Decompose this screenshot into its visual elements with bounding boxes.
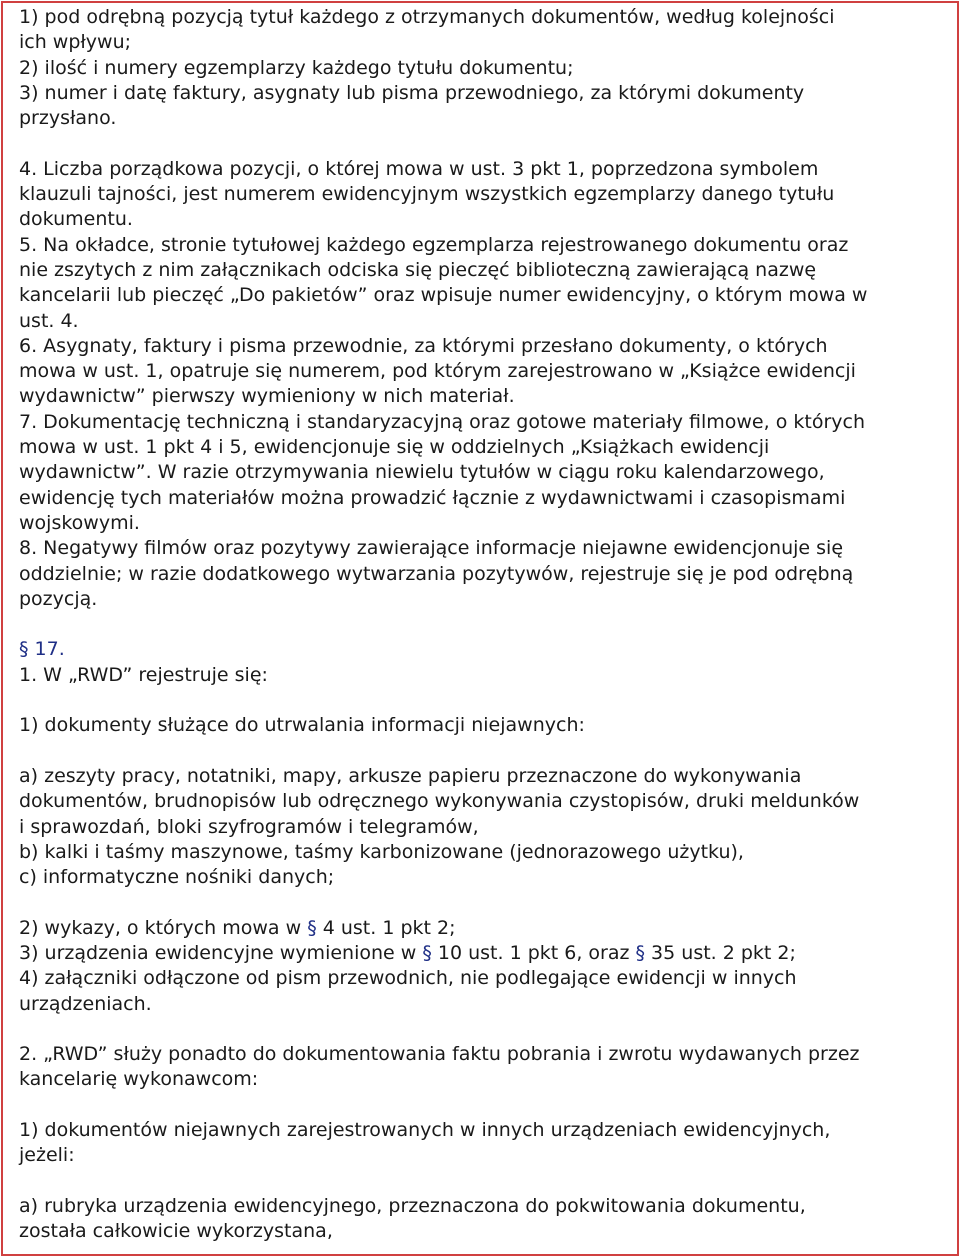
text-line: kancelarii lub pieczęć „Do pakietów” oraz wpisuje numer ewidencyjny, o którym mowa w	[19, 284, 868, 307]
section-symbol: §	[307, 916, 317, 939]
text-line: c) informatyczne nośniki danych;	[19, 866, 335, 889]
text-line: przysłano.	[19, 107, 117, 130]
text-line: klauzuli tajności, jest numerem ewidencyjnym wszystkich egzemplarzy danego tytułu	[19, 183, 835, 206]
text-line: a) zeszyty pracy, notatniki, mapy, arkusze papieru przeznaczone do wykonywania	[19, 764, 802, 787]
text-line: a) rubryka urządzenia ewidencyjnego, przeznaczona do pokwitowania dokumentu,	[19, 1194, 806, 1217]
text-line: wydawnictw” pierwszy wymieniony w nich materiał.	[19, 385, 515, 408]
text-line: mowa w ust. 1 pkt 4 i 5, ewidencjonuje się w oddzielnych „Książkach ewidencji	[19, 436, 770, 459]
text-line: 3) numer i datę faktury, asygnaty lub pisma przewodniego, za którymi dokumenty	[19, 81, 805, 104]
text-line: ich wpływu;	[19, 31, 132, 54]
text-line: 8. Negatywy filmów oraz pozytywy zawierające informacje niejawne ewidencjonuje się	[19, 537, 844, 560]
blank-line	[19, 739, 945, 764]
text-line: dokumentu.	[19, 208, 133, 231]
section-heading: § 17.	[19, 638, 65, 661]
section-symbol: §	[635, 941, 646, 964]
blank-line	[19, 890, 945, 915]
text-line: kancelarię wykonawcom:	[19, 1068, 259, 1091]
text-line: nie zszytych z nim załącznikach odciska się pieczęć biblioteczną zawierającą nazwę	[19, 258, 817, 281]
blank-line	[19, 131, 945, 156]
text-line: 2) wykazy, o których mowa w § 4 ust. 1 pkt 2;	[19, 916, 456, 939]
text-line: b) kalki i taśmy maszynowe, taśmy karbonizowane (jednorazowego użytku),	[19, 840, 744, 863]
text-line: 6. Asygnaty, faktury i pisma przewodnie, za którymi przesłano dokumenty, o których	[19, 334, 828, 357]
text-line: 2. „RWD” służy ponadto do dokumentowania faktu pobrania i zwrotu wydawanych przez	[19, 1043, 860, 1066]
text-line: 7. Dokumentację techniczną i standaryzacyjną oraz gotowe materiały filmowe, o których	[19, 410, 865, 433]
text-line: wydawnictw”. W razie otrzymywania niewielu tytułów w ciągu roku kalendarzowego,	[19, 461, 825, 484]
text-line: dokumentów, brudnopisów lub odręcznego wykonywania czystopisów, druki meldunków	[19, 790, 860, 813]
text-line: i sprawozdań, bloki szyfrogramów i telegramów,	[19, 815, 479, 838]
text-line: ewidencję tych materiałów można prowadzić łącznie z wydawnictwami i czasopismami	[19, 486, 846, 509]
text-line: 3) urządzenia ewidencyjne wymienione w § 10 ust. 1 pkt 6, oraz § 35 ust. 2 pkt 2;	[19, 941, 796, 964]
blank-line	[19, 612, 945, 637]
text-line: 5. Na okładce, stronie tytułowej każdego egzemplarza rejestrowanego dokumentu oraz	[19, 233, 849, 256]
text-line: urządzeniach.	[19, 992, 152, 1015]
text-line: wojskowymi.	[19, 511, 140, 534]
section-symbol: §	[422, 941, 432, 964]
blank-line	[19, 688, 945, 713]
text-line: 1) dokumenty służące do utrwalania informacji niejawnych:	[19, 714, 585, 737]
text-line: ust. 4.	[19, 309, 79, 332]
text-line: jeżeli:	[19, 1144, 75, 1167]
text-line: oddzielnie; w razie dodatkowego wytwarzania pozytywów, rejestruje się je pod odrębną	[19, 562, 854, 585]
text-line: mowa w ust. 1, opatruje się numerem, pod którym zarejestrowano w „Książce ewidencji	[19, 360, 856, 383]
blank-line	[19, 1017, 945, 1042]
text-line: 1) pod odrębną pozycją tytuł każdego z otrzymanych dokumentów, według kolejności	[19, 6, 835, 28]
text-line: 1) dokumentów niejawnych zarejestrowanych w innych urządzeniach ewidencyjnych,	[19, 1119, 831, 1142]
text-line: pozycją.	[19, 587, 98, 610]
blank-line	[19, 1093, 945, 1118]
document-page	[1, 1, 959, 1256]
text-line: 1. W „RWD” rejestruje się:	[19, 663, 268, 686]
text-line: 4. Liczba porządkowa pozycji, o której mowa w ust. 3 pkt 1, poprzedzona symbolem	[19, 157, 819, 180]
blank-line	[19, 1169, 945, 1194]
text-line: 2) ilość i numery egzemplarzy każdego tytułu dokumentu;	[19, 56, 574, 79]
text-line: została całkowicie wykorzystana,	[19, 1220, 333, 1243]
text-line: 4) załączniki odłączone od pism przewodnich, nie podlegające ewidencji w innych	[19, 967, 797, 990]
